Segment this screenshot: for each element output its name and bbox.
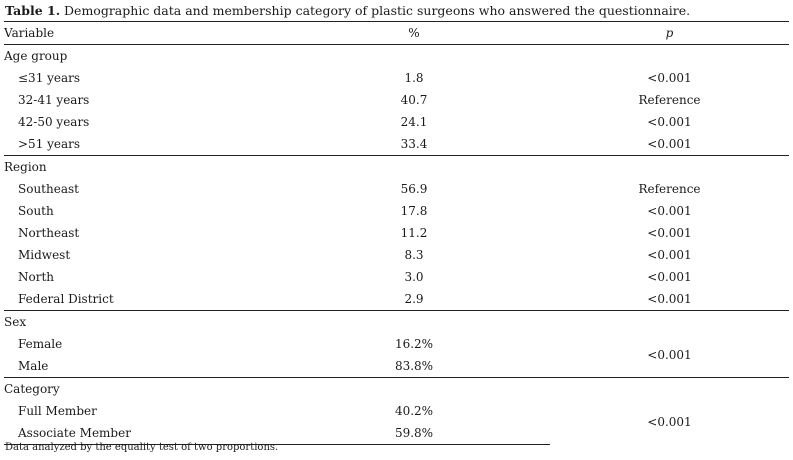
section-row-age-group: [4, 45, 789, 68]
row-percent: 24.1: [400, 115, 428, 129]
row-label: North: [18, 270, 55, 284]
table-row: [4, 333, 789, 355]
table-row: [4, 67, 789, 89]
section-title: Region: [4, 156, 278, 179]
row-percent: 3.0: [404, 270, 424, 284]
row-label: Male: [18, 359, 49, 373]
demographics-table: [4, 21, 789, 445]
row-p: <0.001: [647, 226, 692, 240]
table-row: [4, 178, 789, 200]
table-row: [4, 89, 789, 111]
row-percent: 17.8: [400, 204, 428, 218]
section-title: Category: [4, 378, 278, 401]
row-label: Northeast: [18, 226, 80, 240]
header-variable: Variable: [4, 22, 278, 45]
table-row: [4, 111, 789, 133]
row-percent: 56.9: [400, 182, 428, 196]
header-row: [4, 22, 789, 45]
row-p: Reference: [638, 182, 701, 196]
row-percent: 83.8%: [394, 359, 434, 373]
table-row: [4, 133, 789, 156]
table-row: [4, 200, 789, 222]
row-label: Full Member: [18, 404, 97, 418]
row-percent: 11.2: [400, 226, 428, 240]
section-row-region: [4, 156, 789, 179]
row-p-merged: <0.001: [647, 348, 692, 362]
row-percent: 40.7: [400, 93, 428, 107]
row-label: ≤31 years: [18, 71, 81, 85]
row-p: <0.001: [647, 270, 692, 284]
row-p: <0.001: [647, 71, 692, 85]
row-label: 42-50 years: [18, 115, 90, 129]
section-row-category: [4, 378, 789, 401]
section-row-sex: [4, 311, 789, 334]
row-label: South: [18, 204, 54, 218]
row-label: Midwest: [18, 248, 71, 262]
section-title: Sex: [4, 311, 278, 334]
table-row: [4, 400, 789, 422]
header-percent: %: [278, 22, 550, 45]
row-p: <0.001: [647, 115, 692, 129]
row-percent: 2.9: [404, 292, 424, 306]
row-label: 32-41 years: [18, 93, 90, 107]
row-percent: 40.2%: [394, 404, 434, 418]
caption-text: Demographic data and membership category of plastic surgeons who answered the questionnaire.: [60, 3, 691, 18]
row-label: Female: [18, 337, 63, 351]
caption-label: Table 1.: [5, 3, 61, 18]
row-p-merged: <0.001: [647, 415, 692, 430]
row-percent: 59.8%: [278, 422, 550, 445]
row-percent: 8.3: [404, 248, 424, 262]
row-p: <0.001: [647, 204, 692, 218]
table-row: [4, 266, 789, 288]
header-p: p: [550, 22, 789, 45]
row-percent: 1.8: [404, 71, 424, 85]
row-label: Southeast: [18, 182, 79, 196]
row-label: >51 years: [18, 137, 81, 151]
table-footnote: Data analyzed by the equality test of two proportions.: [5, 442, 279, 453]
row-label: Associate Member: [4, 422, 278, 445]
row-p: <0.001: [647, 137, 692, 151]
row-percent: 16.2%: [394, 337, 434, 351]
row-p: <0.001: [647, 292, 692, 306]
table-row: [4, 288, 789, 311]
section-title: Age group: [4, 45, 278, 68]
row-p: Reference: [638, 93, 701, 107]
row-percent: 33.4: [400, 137, 428, 151]
table-row: [4, 222, 789, 244]
table-caption: [5, 3, 690, 19]
row-label: Federal District: [18, 292, 114, 306]
table-row: [4, 244, 789, 266]
row-p: <0.001: [647, 248, 692, 262]
